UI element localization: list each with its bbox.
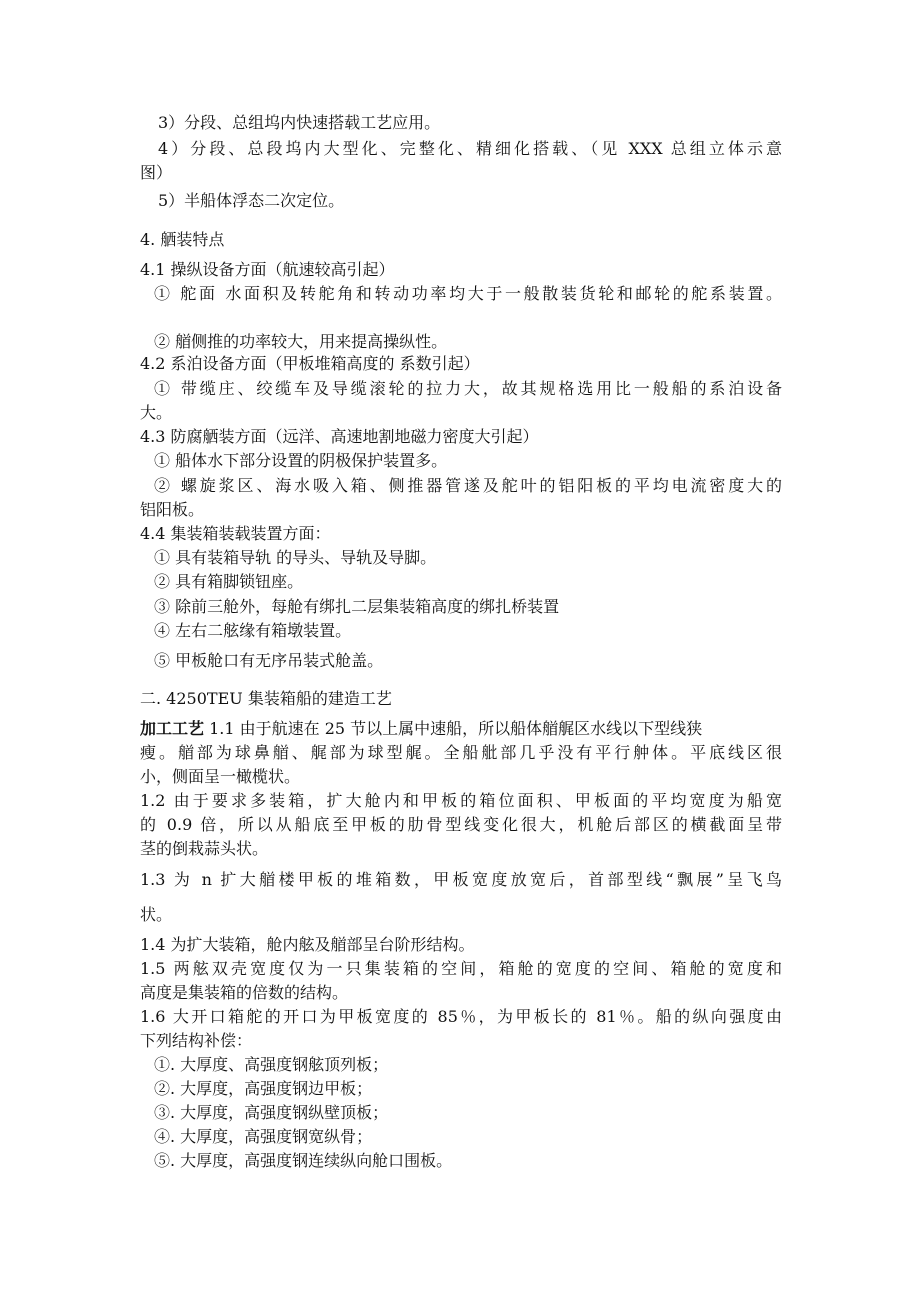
text-line: 铝阳板。 bbox=[140, 500, 205, 519]
text-line: 1.5 两舷双壳宽度仅为一只集装箱的空间，箱舱的宽度的空间、箱舱的宽度和 bbox=[140, 959, 782, 978]
text-line: 大。 bbox=[140, 403, 173, 422]
chapter-heading: 二. 4250TEU 集装箱船的建造工艺 bbox=[140, 689, 392, 708]
list-item: ③ 除前三舱外，每舱有绑扎二层集装箱高度的绑扎桥装置 bbox=[154, 597, 560, 616]
list-item: ② 具有箱脚锁钮座。 bbox=[154, 572, 304, 591]
text-line: 高度是集装箱的倍数的结构。 bbox=[140, 983, 349, 1002]
text-line: 小，侧面呈一橄榄状。 bbox=[140, 767, 301, 786]
text-line: 1.2 由于要求多装箱，扩大舱内和甲板的箱位面积、甲板面的平均宽度为船宽 bbox=[140, 791, 782, 810]
text-line: 1.6 大开口箱舵的开口为甲板宽度的 85％，为甲板长的 81％。船的纵向强度由 bbox=[140, 1007, 782, 1026]
text-line: 图） bbox=[140, 163, 173, 182]
list-item: ④ 左右二舷缘有箱墩装置。 bbox=[154, 621, 352, 640]
subsection-heading: 4.4 集装箱装载装置方面： bbox=[140, 524, 331, 543]
text-line: 1.3 为 n 扩大艏楼甲板的堆箱数，甲板宽度放宽后，首部型线“飘展”呈飞鸟 bbox=[140, 870, 782, 889]
bold-label: 加工工艺 bbox=[140, 719, 205, 738]
text-line: ② 螺旋浆区、海水吸入箱、侧推器管遂及舵叶的铝阳板的平均电流密度大的 bbox=[154, 476, 782, 495]
text-line: 的 0.9 倍，所以从船底至甲板的肋骨型线变化很大，机舱后部区的横截面呈带 bbox=[140, 815, 782, 834]
text-line: ① 带缆庄、绞缆车及导缆滚轮的拉力大，故其规格选用比一般船的系泊设备 bbox=[154, 379, 782, 398]
text-line: 4）分段、总段坞内大型化、完整化、精细化搭载、（见 XXX 总组立体示意 bbox=[158, 139, 782, 158]
text-line: 瘦。艏部为球鼻艏、艉部为球型艉。全船舭部几乎没有平行舯体。平底线区很 bbox=[140, 743, 782, 762]
text-line: 茎的倒栽蒜头状。 bbox=[140, 839, 269, 858]
text-line: ① 舵面 水面积及转舵角和转动功率均大于一般散装货轮和邮轮的舵系装置。 bbox=[154, 284, 782, 303]
list-item: ④. 大厚度，高强度钢宽纵骨； bbox=[154, 1127, 373, 1146]
list-item: ⑤ 甲板舱口有无序吊装式舱盖。 bbox=[154, 651, 384, 670]
list-item: ① 具有装箱导轨 的导头、导轨及导脚。 bbox=[154, 548, 437, 567]
subsection-heading: 4.3 防腐舾装方面（远洋、高速地割地磁力密度大引起） bbox=[140, 427, 539, 446]
list-item: ②. 大厚度，高强度钢边甲板； bbox=[154, 1079, 373, 1098]
subsection-heading: 4.2 系泊设备方面（甲板堆箱高度的 系数引起） bbox=[140, 354, 480, 373]
paragraph-line-1 bbox=[140, 718, 702, 740]
list-item: ⑤. 大厚度，高强度钢连续纵向舱口围板。 bbox=[154, 1151, 453, 1170]
text-line: 1.4 为扩大装箱，舱内舷及艏部呈台阶形结构。 bbox=[140, 935, 475, 954]
text-line: ② 艏侧推的功率较大，用来提高操纵性。 bbox=[154, 332, 448, 351]
text-line: ① 船体水下部分设置的阴极保护装置多。 bbox=[154, 451, 448, 470]
section-heading: 4. 舾装特点 bbox=[140, 230, 225, 249]
paragraph-text: 1.1 由于航速在 25 节以上属中速船，所以船体艏艉区水线以下型线狭 bbox=[204, 719, 703, 738]
list-item: ①. 大厚度、高强度钢舷顶列板； bbox=[154, 1055, 389, 1074]
text-line: 下列结构补偿： bbox=[140, 1031, 253, 1050]
text-line: 3）分段、总组坞内快速搭载工艺应用。 bbox=[158, 113, 441, 132]
subsection-heading: 4.1 操纵设备方面（航速较高引起） bbox=[140, 260, 395, 279]
text-line: 状。 bbox=[140, 905, 173, 924]
list-item: ③. 大厚度，高强度钢纵壁顶板； bbox=[154, 1103, 389, 1122]
text-line: 5）半船体浮态二次定位。 bbox=[158, 191, 345, 210]
